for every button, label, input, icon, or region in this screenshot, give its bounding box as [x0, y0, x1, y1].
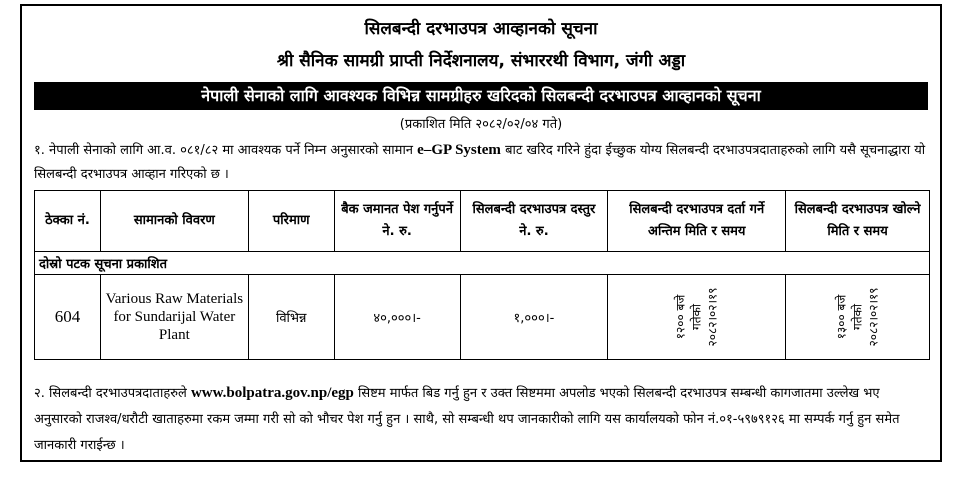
paragraph-2-number: २.	[34, 386, 45, 401]
table-header-row	[35, 191, 930, 252]
opening-day: गतेको	[850, 304, 865, 330]
cell-submission-datetime	[608, 275, 786, 360]
paragraph-2-text-b: सिष्टम मार्फत बिड गर्नु हुन र उक्त सिष्टममा अपलोड भएको सिलबन्दी दरभाउपत्र सम्बन्धी कागजातमा उल्लेख भए अनुसारको राजश्व/धरौटी खाताहरुमा रकम जम्मा गरी सो को भौचर पेश गर्नु हुन । साथै, सो सम्बन्धी थप जानकारीको लागि यस कार्यालयको फोन नं.०१-५९७९१२६ मा सम्पर्क गर्नु हुन समेत जानकारी गराईन्छ ।	[34, 386, 900, 453]
paragraph-2	[34, 380, 928, 459]
paragraph-1-text-b: बाट खरिद गरिने हुंदा ईच्छुक योग्य सिलबन्दी दरभाउपत्रदाताहरुको लागि यसै सूचनाद्धारा यो सिलबन्दी दरभाउपत्र आव्हान गरिएको छ ।	[34, 143, 926, 182]
cell-description: Various Raw Materials for Sundarijal Water Plant	[100, 275, 248, 360]
paragraph-2-text-a: सिलबन्दी दरभाउपत्रदाताहरुले	[49, 386, 187, 401]
section-label: दोस्रो पटक सूचना प्रकाशित	[35, 252, 930, 275]
cell-bank-guarantee: ४०,०००।-	[334, 275, 460, 360]
tender-table	[34, 190, 930, 360]
bolpatra-website-link[interactable]: www.bolpatra.gov.np/egp	[190, 385, 354, 401]
header-submission-deadline: सिलबन्दी दरभाउपत्र दर्ता गर्ने अन्तिम मिति र समय	[608, 191, 786, 252]
cell-fee: १,०००।-	[460, 275, 608, 360]
table-row	[35, 275, 930, 360]
submission-day: गतेको	[689, 304, 704, 330]
cell-quantity: विभिन्न	[248, 275, 334, 360]
header-description: सामानको विवरण	[100, 191, 248, 252]
notice-banner: नेपाली सेनाको लागि आवश्यक विभिन्न सामग्रीहरु खरिदको सिलबन्दी दरभाउपत्र आव्हानको सूचना	[34, 82, 928, 110]
opening-date: २०८२।०२।१९	[866, 287, 881, 347]
header-contract-no: ठेक्का नं.	[35, 191, 101, 252]
opening-time: १३०० बजे	[834, 294, 849, 340]
notice-title: सिलबन्दी दरभाउपत्र आव्हानको सूचना	[364, 19, 598, 39]
paragraph-1-text-a: नेपाली सेनाको लागि आ.व. ०८१/८२ मा आवश्यक पर्ने निम्न अनुसारको सामान	[49, 143, 414, 158]
header-quantity: परिमाण	[248, 191, 334, 252]
header-opening-date: सिलबन्दी दरभाउपत्र खोल्ने मिति र समय	[786, 191, 930, 252]
submission-datetime-rotated	[673, 287, 721, 346]
submission-time: १२०० बजे	[673, 294, 688, 340]
cell-opening-datetime	[786, 275, 930, 360]
submission-date: २०८२।०२।१९	[705, 287, 720, 347]
publication-date: (प्रकाशित मिति २०८२/०२/०४ गते)	[399, 117, 563, 132]
section-row	[35, 252, 930, 275]
egp-system-label: e–GP System	[417, 142, 501, 158]
header-fee: सिलबन्दी दरभाउपत्र दस्तुर ने. रु.	[460, 191, 608, 252]
paragraph-1	[34, 138, 928, 187]
issuer-name: श्री सैनिक सामग्री प्राप्ती निर्देशनालय, संभाररथी विभाग, जंगी अड्डा	[276, 51, 686, 71]
header-bank-guarantee: बैक जमानत पेश गर्नुपर्ने ने. रु.	[334, 191, 460, 252]
opening-datetime-rotated	[834, 287, 882, 346]
tender-notice	[20, 4, 942, 462]
paragraph-1-number: १.	[34, 143, 45, 158]
cell-contract-no: 604	[35, 275, 101, 360]
